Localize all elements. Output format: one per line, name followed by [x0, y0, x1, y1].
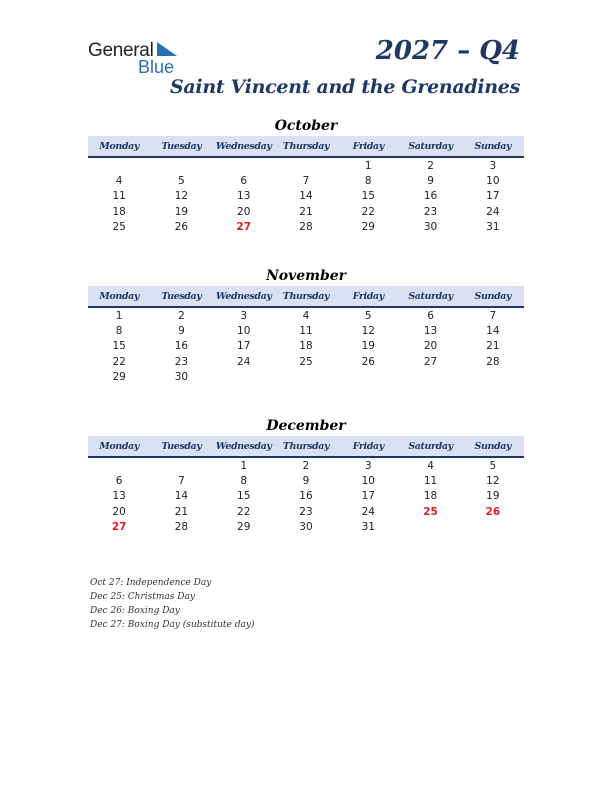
day-cell: 18 — [299, 340, 313, 353]
day-cell — [213, 157, 275, 173]
weekday-header: Sunday — [462, 286, 524, 307]
week-row — [88, 173, 524, 188]
day-cell: 5 — [178, 174, 185, 187]
day-cell: 11 — [299, 324, 313, 337]
day-cell: 7 — [178, 474, 185, 487]
day-cell — [150, 157, 212, 173]
day-cell: 6 — [427, 309, 434, 322]
weekday-header: Friday — [337, 436, 399, 457]
day-cell — [213, 369, 275, 384]
day-cell: 15 — [112, 340, 126, 353]
day-cell: 25 — [112, 220, 126, 233]
day-cell — [399, 519, 461, 534]
day-cell: 9 — [302, 474, 310, 487]
calendar-grid — [88, 136, 524, 234]
day-cell: 1 — [240, 459, 248, 472]
day-cell: 16 — [423, 190, 438, 203]
day-cell: 28 — [486, 355, 500, 368]
week-row — [88, 473, 524, 488]
week-row — [88, 307, 524, 323]
day-cell: 4 — [115, 174, 123, 187]
weekday-header: Monday — [88, 136, 150, 157]
day-cell: 22 — [237, 505, 251, 518]
calendar-grid — [88, 436, 524, 534]
weekday-header: Wednesday — [213, 136, 275, 157]
week-row — [88, 339, 524, 354]
day-cell: 16 — [299, 490, 313, 503]
month-name: October — [274, 118, 338, 134]
day-cell — [462, 369, 524, 384]
day-cell: 2 — [302, 459, 310, 472]
day-cell: 29 — [361, 220, 375, 233]
day-cell: 28 — [174, 520, 189, 533]
day-cell — [275, 369, 337, 384]
month-november — [88, 266, 524, 384]
day-cell: 18 — [423, 490, 438, 503]
logo-general-text: General — [88, 40, 154, 61]
day-cell: 30 — [423, 220, 438, 233]
day-cell: 7 — [302, 174, 310, 187]
day-cell: 3 — [489, 159, 497, 172]
day-cell — [399, 369, 461, 384]
day-cell: 6 — [115, 474, 123, 487]
day-cell: 29 — [237, 520, 251, 533]
day-cell: 8 — [240, 474, 248, 487]
day-cell: 25 — [423, 505, 438, 518]
day-cell: 23 — [299, 505, 313, 518]
day-cell: 4 — [302, 309, 310, 322]
day-cell: 15 — [237, 490, 251, 503]
day-cell: 25 — [299, 355, 313, 368]
month-december — [88, 416, 524, 534]
day-cell: 12 — [174, 190, 189, 203]
weekday-header: Monday — [88, 286, 150, 307]
day-cell: 2 — [427, 159, 434, 172]
day-cell: 22 — [112, 355, 126, 368]
day-cell: 11 — [112, 190, 126, 203]
weekday-header: Wednesday — [213, 286, 275, 307]
day-cell: 8 — [364, 174, 372, 187]
day-cell — [275, 157, 337, 173]
day-cell: 10 — [237, 324, 251, 337]
day-cell: 1 — [364, 159, 372, 172]
day-cell: 17 — [361, 490, 375, 503]
day-cell: 15 — [361, 190, 375, 203]
day-cell: 29 — [112, 370, 126, 383]
week-row — [88, 519, 524, 534]
week-row — [88, 323, 524, 338]
week-row — [88, 204, 524, 219]
week-row — [88, 504, 524, 519]
day-cell: 31 — [361, 520, 375, 533]
day-cell: 5 — [489, 459, 497, 472]
month-name: December — [266, 418, 346, 434]
day-cell: 1 — [115, 309, 123, 322]
logo — [88, 40, 188, 80]
week-row — [88, 489, 524, 504]
weekday-header: Monday — [88, 436, 150, 457]
day-cell: 18 — [112, 205, 126, 218]
month-october — [88, 116, 524, 234]
day-cell: 9 — [427, 174, 434, 187]
day-cell: 22 — [361, 205, 375, 218]
weekday-header: Friday — [337, 136, 399, 157]
day-cell: 24 — [361, 505, 375, 518]
logo-flag-icon — [157, 42, 177, 56]
day-cell — [150, 457, 212, 473]
day-cell: 27 — [236, 220, 252, 233]
day-cell: 6 — [240, 174, 248, 187]
day-cell: 19 — [174, 205, 189, 218]
day-cell: 3 — [364, 459, 372, 472]
weekday-header: Tuesday — [150, 286, 212, 307]
weekday-header: Saturday — [399, 136, 461, 157]
day-cell: 28 — [299, 220, 313, 233]
page-title: 2027 – Q4 — [375, 36, 520, 66]
day-cell: 20 — [237, 205, 251, 218]
holiday-note: Dec 26: Boxing Day — [90, 606, 180, 616]
weekday-header: Tuesday — [150, 436, 212, 457]
week-row — [88, 354, 524, 369]
day-cell: 19 — [486, 490, 500, 503]
weekday-header: Saturday — [399, 286, 461, 307]
day-cell: 13 — [112, 490, 126, 503]
day-cell: 24 — [237, 355, 251, 368]
weekday-header: Tuesday — [150, 136, 212, 157]
day-cell: 30 — [299, 520, 313, 533]
holiday-note: Oct 27: Independence Day — [90, 578, 212, 588]
week-row — [88, 457, 524, 473]
weekday-header: Thursday — [275, 286, 337, 307]
day-cell: 12 — [486, 474, 500, 487]
day-cell: 10 — [486, 174, 500, 187]
day-cell: 16 — [174, 340, 189, 353]
day-cell: 21 — [299, 205, 313, 218]
weekday-header: Sunday — [462, 136, 524, 157]
holiday-note: Dec 27: Boxing Day (substitute day) — [90, 620, 255, 630]
day-cell: 21 — [174, 505, 189, 518]
day-cell: 17 — [237, 340, 251, 353]
holiday-note: Dec 25: Christmas Day — [90, 592, 195, 602]
day-cell: 14 — [486, 324, 500, 337]
day-cell: 20 — [112, 505, 126, 518]
month-name: November — [265, 268, 347, 284]
day-cell: 11 — [423, 474, 438, 487]
week-row — [88, 189, 524, 204]
weekday-header: Friday — [337, 286, 399, 307]
weekday-header: Thursday — [275, 436, 337, 457]
day-cell — [462, 519, 524, 534]
weekday-header: Sunday — [462, 436, 524, 457]
day-cell: 20 — [423, 340, 438, 353]
page-subtitle: Saint Vincent and the Grenadines — [169, 76, 520, 98]
day-cell: 19 — [361, 340, 375, 353]
day-cell: 26 — [174, 220, 189, 233]
day-cell: 4 — [427, 459, 434, 472]
day-cell: 30 — [174, 370, 189, 383]
week-row — [88, 157, 524, 173]
day-cell — [88, 457, 150, 473]
day-cell: 12 — [361, 324, 375, 337]
day-cell: 23 — [174, 355, 189, 368]
day-cell: 21 — [486, 340, 500, 353]
weekday-header: Wednesday — [213, 436, 275, 457]
day-cell: 26 — [485, 505, 501, 518]
week-row — [88, 369, 524, 384]
day-cell: 14 — [174, 490, 189, 503]
day-cell: 27 — [111, 520, 127, 533]
day-cell: 5 — [364, 309, 372, 322]
holiday-notes — [90, 576, 254, 632]
day-cell: 14 — [299, 190, 313, 203]
day-cell: 27 — [423, 355, 438, 368]
day-cell: 17 — [486, 190, 500, 203]
day-cell: 26 — [361, 355, 375, 368]
day-cell: 3 — [240, 309, 248, 322]
week-row — [88, 219, 524, 234]
day-cell: 24 — [486, 205, 500, 218]
day-cell: 13 — [423, 324, 438, 337]
weekday-header: Saturday — [399, 436, 461, 457]
day-cell — [88, 157, 150, 173]
day-cell: 8 — [115, 324, 123, 337]
weekday-header: Thursday — [275, 136, 337, 157]
day-cell — [337, 369, 399, 384]
day-cell: 2 — [178, 309, 185, 322]
day-cell: 7 — [489, 309, 497, 322]
day-cell: 13 — [237, 190, 251, 203]
calendar-grid — [88, 286, 524, 384]
day-cell: 31 — [486, 220, 500, 233]
day-cell: 23 — [423, 205, 438, 218]
day-cell: 10 — [361, 474, 375, 487]
day-cell: 9 — [178, 324, 185, 337]
logo-blue-text: Blue — [138, 57, 175, 77]
